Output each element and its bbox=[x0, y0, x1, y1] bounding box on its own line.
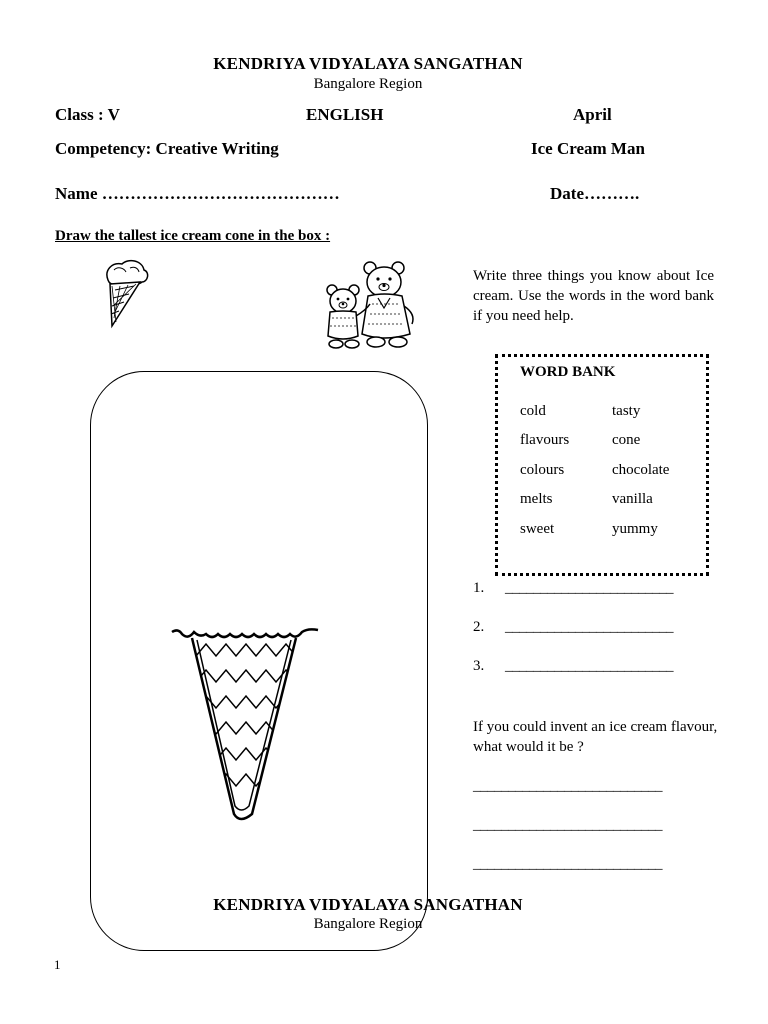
word-bank-word: chocolate bbox=[612, 462, 670, 478]
word-bank-word: tasty bbox=[612, 403, 641, 419]
word-bank-word: flavours bbox=[520, 432, 570, 448]
class-label: Class : V bbox=[55, 105, 120, 124]
answer-line[interactable]: ________________________ bbox=[505, 619, 673, 635]
draw-instruction: Draw the tallest ice cream cone in the box : bbox=[55, 228, 331, 244]
name-field: Name …………………………………… bbox=[55, 184, 340, 203]
word-bank-word: cold bbox=[520, 403, 546, 419]
word-bank-title: WORD BANK bbox=[520, 364, 616, 380]
word-bank-word: sweet bbox=[520, 521, 555, 537]
competency-label: Competency: Creative Writing bbox=[55, 139, 279, 158]
topic-label: Ice Cream Man bbox=[531, 139, 645, 158]
answer-line[interactable]: ________________________ bbox=[505, 658, 673, 674]
word-bank-word: vanilla bbox=[612, 491, 653, 507]
subject-label: ENGLISH bbox=[306, 105, 384, 124]
answer-number: 2. bbox=[473, 619, 485, 635]
word-bank-word: colours bbox=[520, 462, 565, 478]
answer-line[interactable]: ___________________________ bbox=[473, 856, 662, 872]
question-three-things: Write three things you know about Ice cream. Use the words in the word bank if you need help. bbox=[473, 268, 714, 324]
footer-region: Bangalore Region bbox=[313, 916, 423, 932]
region-subtitle: Bangalore Region bbox=[313, 76, 423, 92]
word-bank-word: cone bbox=[612, 432, 641, 448]
question-invent-flavour: If you could invent an ice cream flavour, what would it be ? bbox=[473, 719, 718, 755]
answer-line[interactable]: ___________________________ bbox=[473, 778, 662, 794]
answer-line[interactable]: ___________________________ bbox=[473, 817, 662, 833]
page-number: 1 bbox=[54, 957, 61, 972]
footer-school-title: KENDRIYA VIDYALAYA SANGATHAN bbox=[213, 895, 523, 914]
date-field: Date………. bbox=[550, 184, 640, 203]
word-bank-word: melts bbox=[520, 491, 553, 507]
answer-line[interactable]: ________________________ bbox=[505, 580, 673, 596]
word-bank-word: yummy bbox=[612, 521, 658, 537]
answer-number: 1. bbox=[473, 580, 485, 596]
month-label: April bbox=[573, 105, 612, 124]
answer-number: 3. bbox=[473, 658, 485, 674]
school-title: KENDRIYA VIDYALAYA SANGATHAN bbox=[213, 54, 523, 73]
teddy-bears-icon bbox=[318, 258, 420, 352]
ice-cream-cone-icon bbox=[98, 256, 154, 330]
empty-cone-icon bbox=[170, 626, 320, 826]
